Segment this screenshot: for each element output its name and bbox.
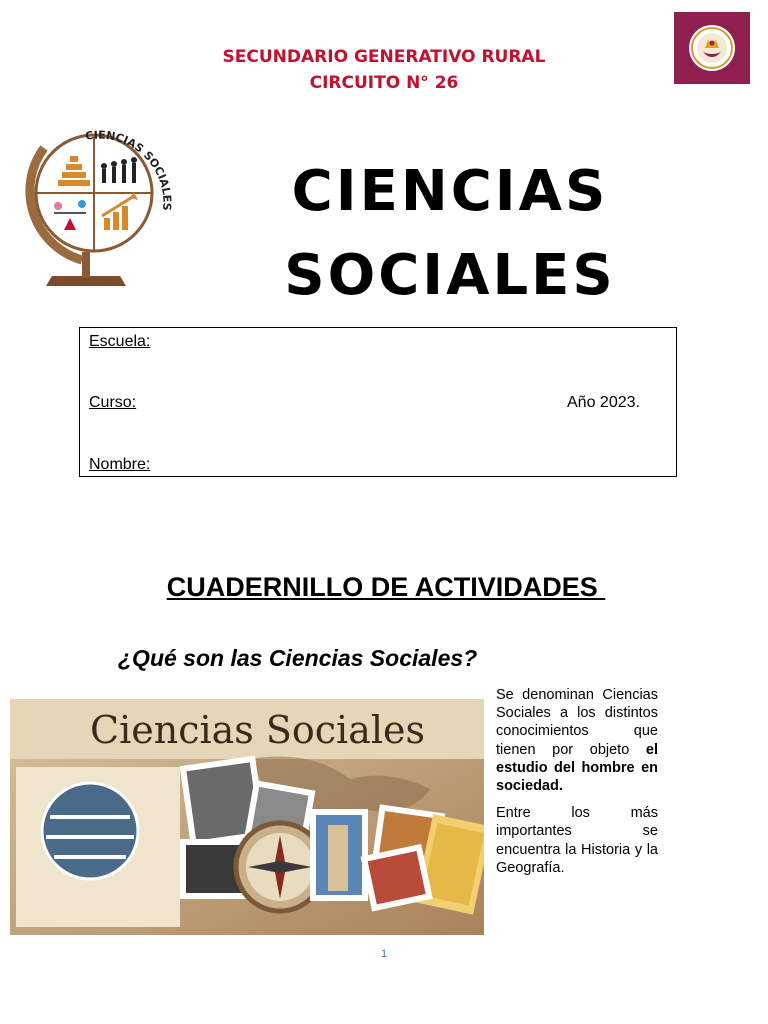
title-line2: SOCIALES [284, 243, 616, 308]
page-title [250, 150, 650, 318]
title-line1: CIENCIAS [291, 159, 609, 224]
definition-paragraph [496, 686, 658, 795]
collage-banner-text: Ciencias Sociales [90, 708, 426, 752]
definition-intro: Se denominan Ciencias Sociales a los distintos conocimientos que tienen por objeto [496, 687, 658, 758]
curso-label: Curso: [89, 394, 137, 411]
escuela-label: Escuela: [89, 333, 151, 350]
student-info-box [79, 327, 677, 477]
year-text: Año 2023. [567, 394, 640, 411]
question-heading: ¿Qué son las Ciencias Sociales? [118, 645, 478, 671]
definition-text [496, 686, 658, 886]
page-number: 1 [380, 948, 388, 960]
logo-text: CIENCIAS SOCIALES [84, 128, 174, 212]
collage-image-icon [10, 699, 484, 935]
nombre-label: Nombre: [89, 456, 151, 473]
section-heading: CUADERNILLO DE ACTIVIDADES [166, 572, 606, 602]
globe-social-sciences-icon [14, 118, 176, 308]
definition-bold: el estudio del hombre en sociedad. [496, 741, 658, 795]
school-name [150, 44, 618, 96]
school-crest-icon [674, 12, 750, 84]
school-name-line1: SECUNDARIO GENERATIVO RURAL [222, 47, 546, 67]
school-name-line2: CIRCUITO N° 26 [309, 73, 459, 93]
important-sciences-paragraph: Entre los más importantes se encuentra la Historia y la Geografía. [496, 805, 658, 876]
